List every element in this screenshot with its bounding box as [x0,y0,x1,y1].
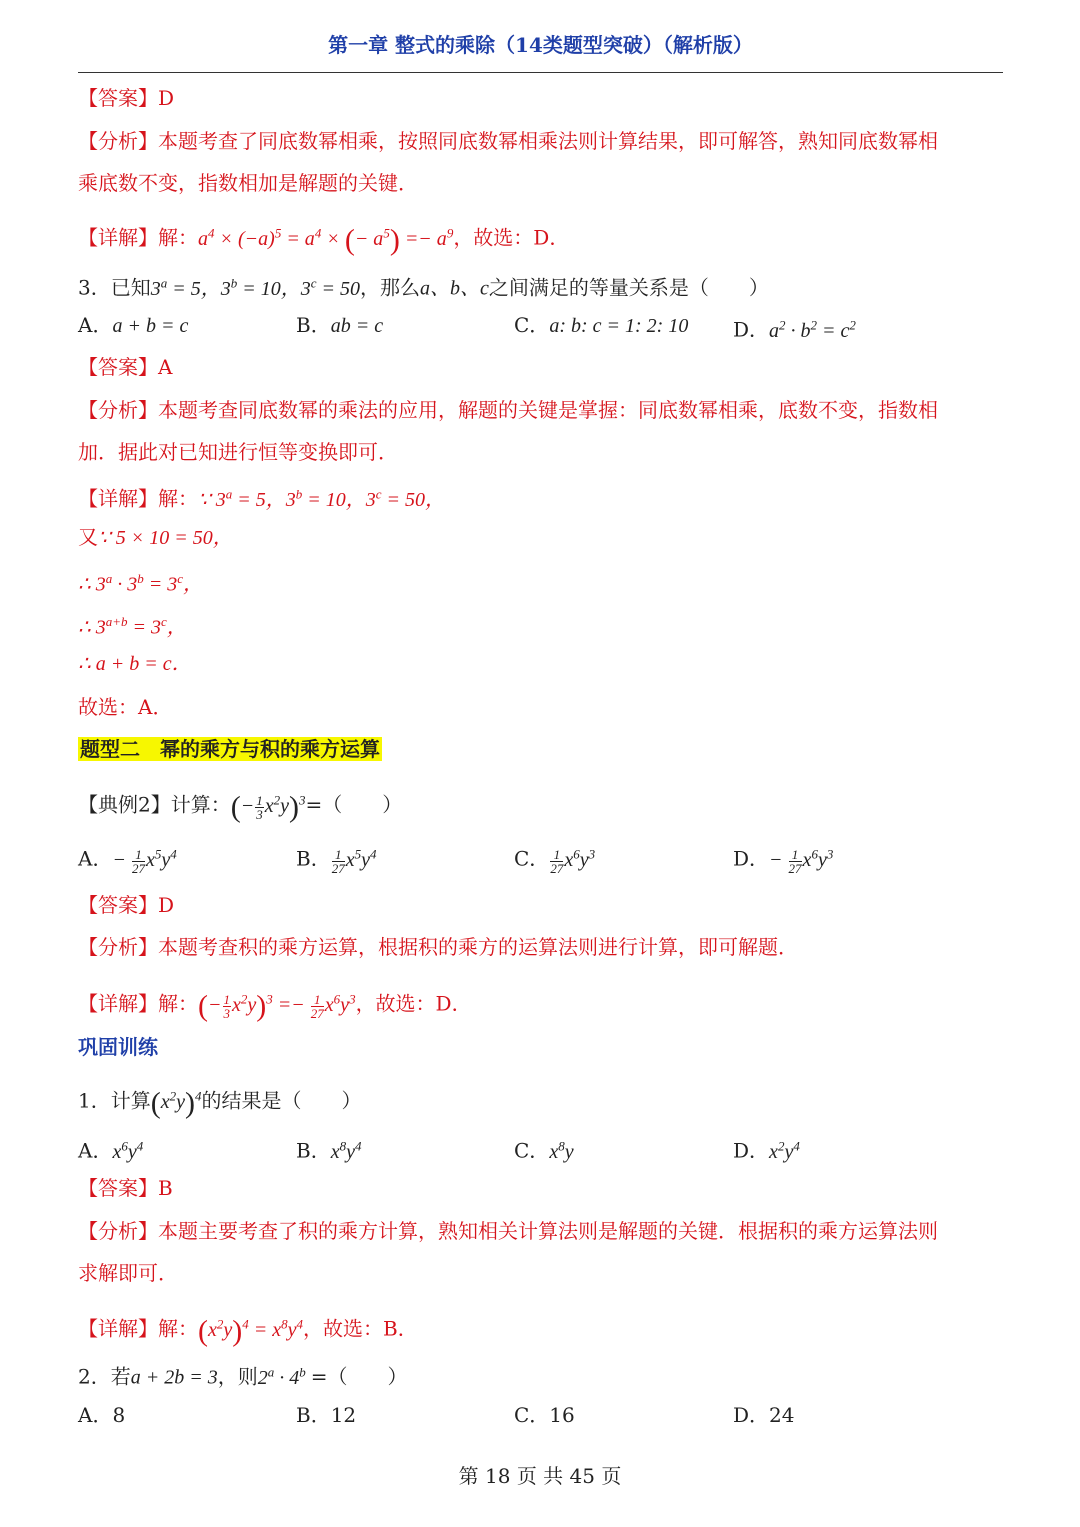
detail-step: ∴ $3^a \cdot 3^b = 3^c$， [78,571,204,596]
math-expression: $3^a = 5$，$3^b = 10$，$3^c = 50$ [150,275,361,300]
math-expression: (− $\frac{1}{3}$ $x^2y)^3$ =− $\frac{1}{27}$ $x^6y^3$ [198,989,356,1023]
detail-line: 【详解】解：$(x^2y)^4 = x^8y^4$，故选：B． [78,1314,418,1348]
option-a[interactable]: A．a + b = c [78,313,189,337]
option-d[interactable]: D．24 [733,1403,795,1427]
option-b[interactable]: B．ab = c [296,313,384,337]
header-divider [78,72,1003,73]
analysis-line: 【分析】本题考查了同底数幂相乘，按照同底数幂相乘法则计算结果，即可解答，熟知同底数幂相 [78,129,938,153]
math-expression: $(x^2y)^4 = x^8y^4$ [198,1314,304,1348]
answer-line: 【答案】D [78,86,175,110]
math-expression: a、b、c [420,277,489,300]
detail-line: 【详解】解：$a^4 \times (-a)^5 = a^4$ × (− $a^5) =- a^9$，故选：D． [78,223,570,257]
option-d[interactable]: D．$x^2y^4$ [733,1138,800,1163]
detail-step: ∴ $3^{a+b} = 3^c$， [78,614,187,639]
options-row [78,1401,1003,1431]
option-a[interactable]: A．$x^6y^4$ [78,1138,144,1163]
analysis-line: 【分析】本题考查积的乘方运算，根据积的乘方的运算法则进行计算，即可解题． [78,935,798,959]
example-2: 【典例2】计算：(− $\frac{1}{3}$ $x^2y)^3=$（ ） [78,790,403,824]
option-c[interactable]: C．16 [514,1403,575,1427]
math-expression: ∵ 5 × 10 = 50， [98,527,233,549]
question-3: 3．已知$3^a = 5$，$3^b = 10$，$3^c = 50$，那么a、b、c之间满足的等量关系是（ ） [78,275,769,300]
analysis-line: 加．据此对已知进行恒等变换即可． [78,440,398,464]
page-header: 第一章 整式的乘除（14类题型突破）（解析版） [328,33,753,57]
math-expression: $2^a \cdot 4^b$ [257,1364,306,1389]
option-b[interactable]: B．12 [296,1403,357,1427]
option-c[interactable]: C． $\frac{1}{27}$ $x^6y^3$ [514,846,596,876]
detail-line: 【详解】解：(− $\frac{1}{3}$ $x^2y)^3$ =− $\frac{1}{27}$ $x^6y^3$，故选：D． [78,989,472,1023]
practice-question-1: 1．计算$(x^2y)^4$的结果是（ ） [78,1086,362,1120]
option-a[interactable]: A．8 [78,1403,126,1427]
analysis-line: 求解即可． [78,1261,178,1285]
detail-step: 又∵ 5 × 10 = 50， [78,525,233,549]
section-title: 题型二 幂的乘方与积的乘方运算 [80,737,380,761]
math-expression: a + 2b = 3 [130,1366,218,1389]
options-row [78,840,1003,876]
option-b[interactable]: B．$x^8y^4$ [296,1138,362,1163]
math-expression: $a^4 \times (-a)^5 = a^4$ × (− $a^5) =- a^9$ [198,223,454,257]
math-expression: $(x^2y)^4$ [150,1086,202,1120]
answer-line: 【答案】D [78,893,175,917]
conclusion-line: 故选：A． [78,695,173,719]
analysis-line: 【分析】本题主要考查了积的乘方计算，熟知相关计算法则是解题的关键．根据积的乘方运算法则 [78,1219,938,1243]
math-expression: (− $\frac{1}{3}$ $x^2y)^3$ [230,790,306,824]
math-expression: ∵ $3^a = 5$，$3^b = 10$，$3^c = 50$， [198,486,446,511]
detail-line: 【详解】解：∵ $3^a = 5$，$3^b = 10$，$3^c = 50$， [78,486,446,511]
options-row [78,311,1003,341]
option-d[interactable]: D．− $\frac{1}{27}$ $x^6y^3$ [733,846,834,876]
page-footer: 第 18 页 共 45 页 [458,1464,622,1488]
option-d[interactable]: D．$a^2 \cdot b^2 = c^2$ [733,317,856,342]
option-a[interactable]: A．− $\frac{1}{27}$ $x^5y^4$ [78,846,177,876]
detail-step: ∴ a + b = c． [78,653,192,675]
analysis-line: 乘底数不变，指数相加是解题的关键． [78,171,418,195]
option-c[interactable]: C．a: b: c = 1: 2: 10 [514,313,689,337]
answer-line: 【答案】B [78,1176,173,1200]
option-b[interactable]: B． $\frac{1}{27}$ $x^5y^4$ [296,846,377,876]
section-subtitle: 巩固训练 [78,1035,158,1059]
answer-line: 【答案】A [78,355,173,379]
option-c[interactable]: C．$x^8y$ [514,1138,574,1163]
options-row [78,1132,1003,1162]
analysis-line: 【分析】本题考查同底数幂的乘法的应用，解题的关键是掌握：同底数幂相乘，底数不变，指数相 [78,398,938,422]
practice-question-2: 2．若a + 2b = 3，则$2^a \cdot 4^b$ =（ ） [78,1364,408,1389]
